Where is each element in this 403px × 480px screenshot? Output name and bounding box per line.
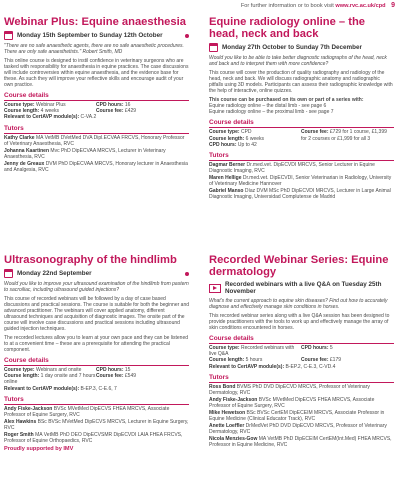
course-date: Recorded webinars with a live Q&A on Tuesday 25th November: [225, 281, 382, 295]
tutor: [209, 162, 394, 174]
relevant-row: [209, 364, 394, 370]
cpd-value: 15: [124, 367, 131, 373]
course-date-row: [209, 281, 394, 295]
details-grid: [4, 102, 189, 114]
type-label: Course type:: [4, 367, 35, 373]
course-hindlimb: [4, 254, 189, 452]
tutor-name: Maren Hellige: [209, 175, 242, 182]
length-value: 5 hours: [245, 357, 263, 364]
tutor-name: Anette Loeffler: [209, 422, 245, 429]
tutor: [209, 175, 394, 187]
tutor-creds: MA VetMB PhD DipECEIM CertEM(Int.Med) FHEA MRCVS, Professor in Equine Medicine, RVC: [209, 435, 392, 448]
fee-label: Course fee:: [301, 357, 329, 364]
relevant-label: Relevant to CertAVP module(s):: [4, 385, 80, 392]
tutor-creds: DrMedVet PhD DVD DipECVD MRCVS, Professor of Veterinary Dermatology, RVC: [209, 422, 387, 435]
tutor-creds: BSc BVSc CertEM DipECEIM MRCVS, Associate Professor in Equine Medicine (Clinical Educator Track), RVC: [209, 409, 385, 422]
tutor: [4, 161, 189, 173]
tutor-creds: BVSc MVetMed DipECVS FHEA MRCVS, Associate Professor of Equine Surgery, RVC: [209, 396, 375, 409]
course-title: Webinar Plus: Equine anaesthesia: [4, 16, 186, 28]
calendar-icon: [209, 43, 218, 52]
tutor-creds: Dr.med.vet. DipECVDI MRCVS, Senior Lecturer in Equine Diagnostic Imaging, RVC: [209, 162, 375, 175]
course-date: Monday 22nd September: [17, 270, 92, 277]
fee-value: £549: [124, 373, 137, 380]
tutors-heading: Tutors: [4, 125, 189, 134]
tutor-name: Roger Smith: [4, 431, 34, 438]
type-label: Course type:: [4, 102, 35, 108]
relevant-row: [4, 386, 189, 392]
course-date: Monday 27th October to Sunday 7th December: [222, 44, 362, 51]
tutor-creds: Mvc PhD DipECVAA MRCVS, Lecturer in Veterinary Anaesthesia, RVC: [4, 147, 166, 160]
page-header: [8, 2, 395, 9]
course-body: This course of recorded webinars will be followed by a day of case based discussions and practical sessions. The course is suitable for both the beginner and advanced practitioner. The webinars will cover applied anatomy, different ultrasound techniques and acquisition of diagnostic images. The onsite part of the course will involve case discussions and practical sessions including ultrasound guided injection techniques.: [4, 296, 190, 332]
length-label: Course length:: [4, 108, 40, 115]
relevant-value: C-VA.2: [80, 114, 97, 121]
tutor: [4, 406, 189, 418]
series-item[interactable]: Equine radiology online – the distal limb - see page 6: [209, 103, 327, 109]
details-heading: Course details: [4, 92, 189, 101]
cpd-value: 5: [329, 345, 333, 351]
course-title: Ultrasonography of the hindlimb: [4, 254, 177, 266]
sponsor-note: Proudly supported by IMV: [4, 445, 74, 452]
details-grid: [209, 345, 394, 364]
tutor-creds: BVMS PhD DVD DipECVD MRCVS, Professor of Veterinary Dermatology, RVC: [209, 383, 370, 396]
type-value: Recorded webinars with live Q&A: [209, 345, 295, 358]
cpd-value: Up to 42: [237, 141, 257, 148]
course-dermatology: [209, 254, 394, 449]
tutor: [209, 384, 394, 396]
course-title: Recorded Webinar Series: Equine dermatology: [209, 254, 389, 278]
length-label: Course length:: [209, 357, 245, 364]
type-value: Webinar Plus: [35, 102, 66, 108]
course-date-row: [4, 269, 189, 278]
video-icon: [209, 284, 221, 293]
details-heading: Course details: [4, 357, 189, 366]
tutor: [4, 135, 189, 147]
tutor-creds: Díaz DVM MSc PhD DipECVDI MRCVS, Lecturer in Large Animal Diagnostic Imaging, Universidad Complutense de Madrid: [209, 188, 391, 201]
length-value: 1 day onsite and 7 hours online: [4, 373, 96, 386]
length-value: 6 weeks: [245, 135, 265, 142]
length-label: Course length:: [209, 135, 245, 142]
tutor-name: Mike Hewetson: [209, 409, 246, 416]
fee-value: £729 for 1 course, £1,399 for 2 courses or £1,999 for all 3: [301, 129, 387, 142]
tutor: [209, 397, 394, 409]
tutor-name: Johanna Kaartinen: [4, 147, 50, 154]
course-body: This course will cover the production of quality radiography and radiology of the head, neck and back. We will discuss radiographic anatomy and radiographic pitfalls using 3D models. Participants can assess their radiographic knowledge with the help of interactive, online quizzes.: [209, 70, 393, 94]
details-heading: Course details: [209, 119, 394, 128]
cpd-label: CPD hours:: [96, 367, 124, 373]
tutor-name: Kathy Clarke: [4, 134, 35, 141]
length-label: Course length:: [4, 373, 40, 380]
fee-value: £179: [329, 357, 342, 364]
webinar-icon: [185, 272, 189, 276]
tutor: [4, 432, 189, 444]
relevant-row: [4, 114, 189, 120]
course-head-neck-back: [209, 16, 394, 201]
tutor-creds: MA VetMB DVetMed DVA Dipl.ECVAA FRCVS, Honorary Professor of Veterinary Anaesthesia, RVC: [4, 134, 185, 147]
tutor-name: Jenny de Greaux: [4, 160, 45, 167]
tutor: [209, 423, 394, 435]
length-value: 4 weeks: [40, 108, 60, 115]
fee-label: Course fee:: [96, 373, 124, 380]
tutors-heading: Tutors: [209, 374, 394, 383]
course-title: Equine radiology online – the head, neck and back: [209, 16, 366, 40]
tutor-name: Dagmar Berner: [209, 162, 246, 169]
tutor-creds: BSc BVSc MVetMed DipECVS MRCVS, Lecturer in Equine Surgery, RVC: [4, 418, 189, 431]
type-label: Course type:: [209, 345, 240, 351]
cpd-label: CPD hours:: [301, 345, 329, 351]
cpd-label: CPD hours:: [96, 102, 124, 108]
header-link[interactable]: www.rvc.ac.uk/cpd: [335, 3, 386, 9]
course-date-row: [209, 43, 394, 52]
type-label: Course type:: [209, 129, 240, 136]
calendar-icon: [4, 269, 13, 278]
webinar-icon: [185, 34, 189, 38]
fee-label: Course fee:: [96, 108, 124, 115]
course-intro: Would you like to be able to take better diagnostic radiographs of the head, neck and back and to interpret them with more confidence?: [209, 55, 387, 67]
tutor-name: Andy Fiske-Jackson: [209, 396, 258, 403]
course-body: This recorded webinar series along with a live Q&A session has been designed to provide practitioners with the tools to work up and effectively manage the array of skin conditions encountered in horses.: [209, 313, 390, 331]
fee-value: £429: [124, 108, 137, 115]
tutor-creds: DVM PhD DipECVAA MRCVS, Honorary lecturer in Anaesthesia and Analgesia, RVC: [4, 160, 188, 173]
tutor-name: Andy Fiske-Jackson: [4, 405, 53, 412]
cpd-value: 16: [124, 102, 131, 108]
relevant-label: Relevant to CertAVP module(s):: [209, 363, 285, 370]
series-item[interactable]: Equine radiology online – the proximal limb - see page 7: [209, 109, 334, 116]
tutor: [209, 410, 394, 422]
relevant-value: B-EP.3, C-E.6, 7: [80, 385, 117, 392]
type-value: CPD: [240, 129, 252, 136]
tutor-name: Ross Bond: [209, 383, 236, 390]
details-grid: [4, 367, 189, 386]
details-grid: [209, 129, 394, 148]
series-note: This course can be purchased on its own or part of a series with:: [209, 97, 364, 103]
course-intro: What's the current approach to equine skin diseases? Find out how to accurately diagnose and effectively manage skin conditions in horses.: [209, 298, 388, 310]
course-intro: "There are no safe anaesthetic agents, there are no safe anaesthetic procedures. There are only safe anaesthetists." Robert Smith, MD: [4, 43, 184, 55]
relevant-label: Relevant to CertAVP module(s):: [4, 114, 80, 121]
cpd-label: CPD hours:: [209, 141, 237, 148]
course-body: This online course is designed to instil confidence in veterinary surgeons who are tasked with responsibility for anaesthesia in equine practices. The case discussions will include controversies within equine anaesthesia, and the evidence base for these. As such they will improve your reflective skills and encourage audit of your own practice.: [4, 58, 189, 88]
tutors-heading: Tutors: [4, 396, 189, 405]
tutor: [209, 436, 394, 448]
calendar-icon: [4, 31, 13, 40]
course-body-2: The recorded lectures allow you to learn at your own pace and they can be listened to at a convenient time – these are a prerequisite for attending the practical component.: [4, 335, 188, 353]
course-intro: Would you like to improve your ultrasound examination of the hindlimb from pastern to sacroiliac, including ultrasound guided injections?: [4, 281, 189, 293]
tutor: [4, 419, 189, 431]
relevant-value: B-EP.2, C-E.3, C-VD.4: [285, 363, 336, 370]
tutor-name: Alex Hawkins: [4, 418, 37, 425]
course-date-row: [4, 31, 189, 40]
details-heading: Course details: [209, 335, 394, 344]
course-date: Monday 15th September to Sunday 12th October: [17, 32, 163, 39]
header-text: For further information or to book visit: [240, 3, 334, 9]
type-value: Webinars and onsite: [35, 367, 82, 373]
tutor-creds: MA VetMB PhD DEO DipECVSMR DipECVDI LAIA FHEA FRCVS, Professor of Equine Orthopaedics, RVC: [4, 431, 183, 444]
tutor: [209, 188, 394, 200]
fee-label: Course fee:: [301, 129, 329, 136]
course-anaesthesia: [4, 16, 189, 174]
tutor-creds: Dr.med.vet. DipECVDI, Senior Veterinarian in Radiology, University of Veterinary Medicine Hannover: [209, 175, 392, 188]
tutor-name: Gabriel Manso: [209, 188, 244, 195]
tutor-creds: BVSc MVetMed DipECVS FHEA MRCVS, Associate Professor of Equine Surgery, RVC: [4, 405, 170, 418]
tutors-heading: Tutors: [209, 152, 394, 161]
tutor-name: Nicola Menzies-Gow: [209, 435, 258, 442]
page-number: 9: [391, 2, 395, 9]
tutor: [4, 148, 189, 160]
